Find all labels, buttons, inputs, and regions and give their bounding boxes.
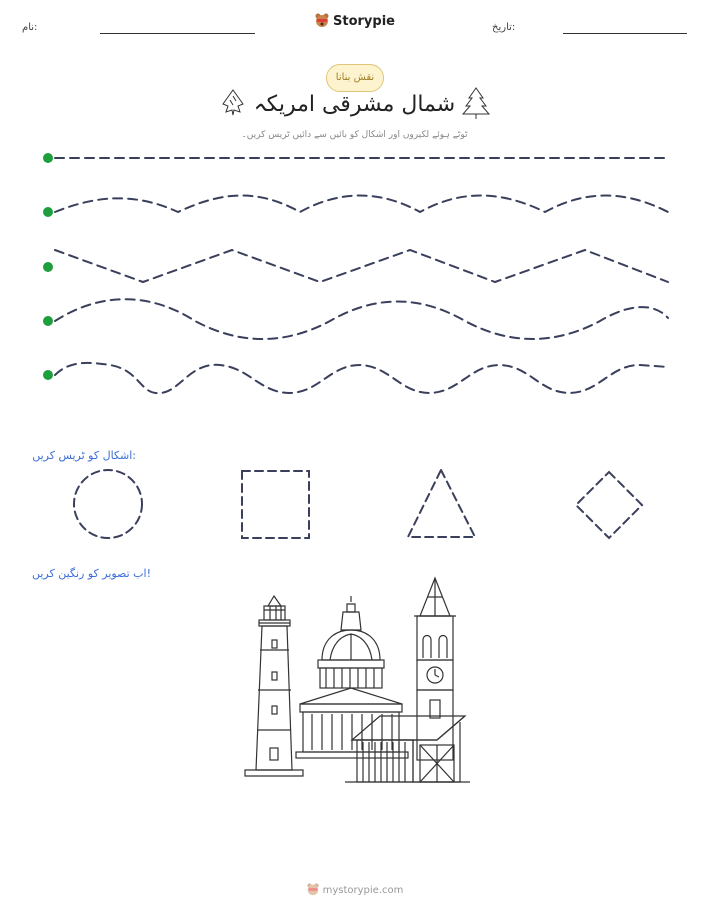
name-label: نام:: [22, 22, 38, 33]
covered-bridge-icon: [345, 716, 470, 782]
bear-logo-icon: [306, 882, 320, 896]
shapes-heading: اشکال کو ٹریس کریں:: [32, 449, 136, 462]
footer: [0, 882, 709, 896]
topic-badge: نقش بنانا: [326, 64, 384, 92]
date-label: تاریخ:: [492, 22, 516, 33]
page-title: شمال مشرقی امریکہ: [253, 92, 456, 117]
brand-name: Storypie: [333, 14, 395, 29]
lighthouse-icon: [245, 596, 303, 776]
clock-tower-icon: [414, 578, 456, 760]
footer-url[interactable]: mystorypie.com: [322, 885, 404, 896]
coloring-heading: اب تصویر کو رنگین کریں!: [31, 567, 151, 580]
capitol-dome-icon: [296, 596, 408, 758]
instructions: ٹوٹے ہوئے لکیروں اور اشکال کو بائیں سے دائیں ٹریس کریں۔: [241, 130, 468, 140]
